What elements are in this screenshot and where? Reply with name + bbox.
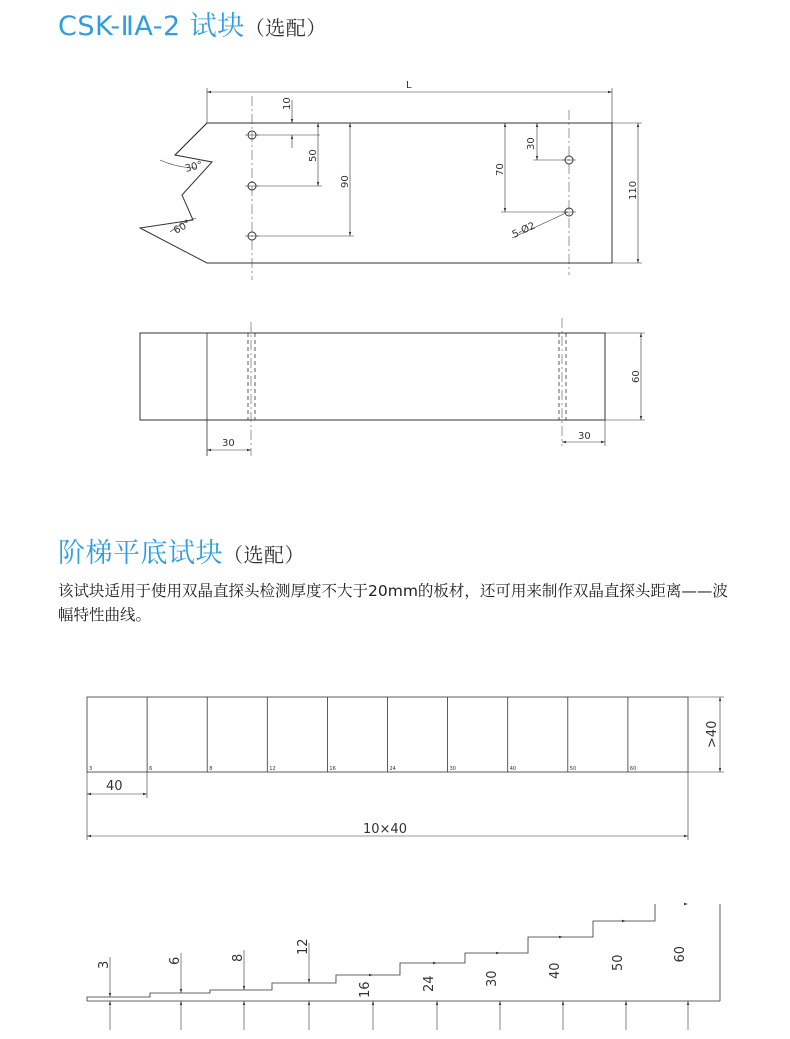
step-top-view <box>87 697 724 840</box>
dim-50: 50 <box>308 149 319 162</box>
height-label: 8 <box>231 953 246 962</box>
dim-30-right-side: 30 <box>578 431 591 442</box>
angle-30: 30° <box>183 159 204 175</box>
height-label: 3 <box>97 960 112 969</box>
step-top-labels <box>89 766 636 772</box>
step-label: 40 <box>509 766 517 772</box>
title-text: 阶梯平底试块 <box>58 538 223 569</box>
dim-60: 60 <box>631 370 642 383</box>
step-label: 3 <box>89 766 93 772</box>
step-block-description: 该试块适用于使用双晶直探头检测厚度不大于20mm的板材，还可用来制作双晶直探头距离——波幅特性曲线。 <box>58 582 728 624</box>
dim-30-right: 30 <box>526 137 537 150</box>
step-label: 16 <box>329 766 336 772</box>
csk-side-labels <box>222 370 642 449</box>
step-label: 12 <box>269 766 276 772</box>
csk-side-view <box>140 318 645 456</box>
title-suffix: （选配） <box>223 543 305 567</box>
height-label: 30 <box>485 970 500 987</box>
dim-90: 90 <box>340 175 351 188</box>
dim-40: 40 <box>106 779 123 794</box>
dim-10: 10 <box>282 97 293 110</box>
block-outline <box>140 123 612 263</box>
step-label: 24 <box>389 766 396 772</box>
step-side-labels <box>97 938 688 998</box>
step-label: 50 <box>569 766 577 772</box>
side-outline <box>140 333 605 420</box>
dim-10x40: 10×40 <box>363 822 407 837</box>
height-label: 24 <box>422 975 437 992</box>
dim-110: 110 <box>628 180 639 200</box>
step-label: 60 <box>629 766 637 772</box>
csk-plan-view <box>140 88 642 280</box>
title-text: CSK-ⅡA-2 试块 <box>58 11 245 42</box>
step-side-dims <box>110 904 688 1030</box>
dim-30-left: 30 <box>222 438 235 449</box>
title-suffix: （选配） <box>244 16 327 40</box>
dim-70: 70 <box>495 163 506 176</box>
height-label: 12 <box>296 938 311 955</box>
height-label: 50 <box>611 954 626 971</box>
step-side-view <box>87 904 720 1001</box>
height-label: 60 <box>673 945 688 963</box>
step-label: 6 <box>149 766 153 772</box>
height-label: 6 <box>168 956 183 965</box>
angle-60: 60° <box>172 218 193 237</box>
height-label: 16 <box>358 981 373 998</box>
step-label: 30 <box>449 766 456 772</box>
dim-holes: 5-Ø2 <box>510 220 538 241</box>
height-label: 40 <box>548 962 563 979</box>
dim-gt40: >40 <box>705 720 720 748</box>
step-label: 8 <box>209 766 213 772</box>
dim-L: L <box>406 80 412 91</box>
